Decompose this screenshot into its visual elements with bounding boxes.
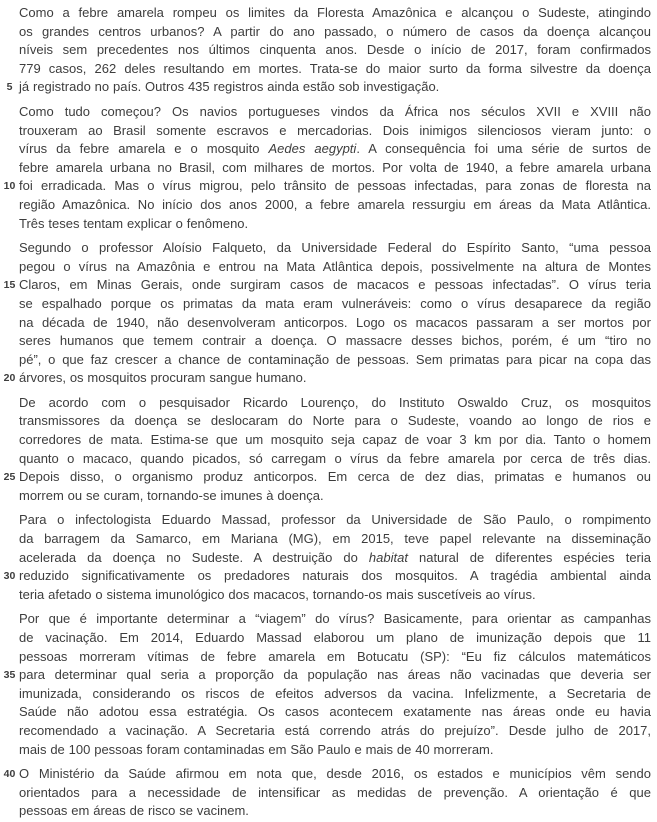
text-line <box>19 610 651 629</box>
text-line <box>19 722 651 741</box>
line-text: Claros, em Minas Gerais, onde surgiram casos de macacos e pessoas infectadas”. O vírus teria <box>19 277 651 293</box>
text-line <box>19 215 651 234</box>
line-text: orientados para a necessidade de intensificar as medidas de prevenção. A orientação é que <box>19 784 651 800</box>
text-line <box>19 351 651 370</box>
text-line <box>3 468 651 487</box>
text-line <box>19 103 651 122</box>
text-line <box>19 487 651 506</box>
text-line <box>19 159 651 178</box>
line-number: 15 <box>3 279 16 292</box>
paragraph <box>3 610 651 759</box>
line-number: 25 <box>3 471 16 484</box>
line-text: recomendado a vacinação. A Secretaria está correndo atrás do prejuízo”. Desde julho de 2017, <box>19 722 651 738</box>
line-text: Saúde não adotou essa estratégia. Os casos acontecem exatamente nas áreas onde eu havia <box>19 704 651 720</box>
line-text: teria afetado o sistema imunológico dos macacos, tornando-os mais suscetíveis ao vírus. <box>19 586 536 602</box>
text-line <box>19 394 651 413</box>
text-line <box>19 140 651 159</box>
line-text: imunizada, considerando os riscos de efeitos adversos da vacina. Infelizmente, a Secretaria de <box>19 685 651 701</box>
text-line <box>19 332 651 351</box>
text-line <box>19 648 651 667</box>
text-line <box>3 567 651 586</box>
text-line <box>3 666 651 685</box>
line-text: Três teses tentam explicar o fenômeno. <box>19 215 249 231</box>
line-text: Para o infectologista Eduardo Massad, professor da Universidade de São Paulo, o rompimento <box>19 512 651 528</box>
line-text: os grandes centros urbanos? A partir do ano passado, o número de casos da doença alcançou <box>19 23 651 39</box>
line-text: já registrado no país. Outros 435 registros ainda estão sob investigação. <box>19 79 440 95</box>
text-line <box>19 4 651 23</box>
line-text: acelerada da doença no Sudeste. A destruição do habitat natural de diferentes espécies teria <box>19 549 651 565</box>
text-line <box>19 60 651 79</box>
line-text: seres humanos que temem contrair a doença. O massacre desses bichos, porém, é um “tiro no <box>19 333 651 349</box>
line-text: se espalhado porque os primatas da mata eram vulneráveis: como o vírus desaparece da região <box>19 295 651 311</box>
line-number: 35 <box>3 669 16 682</box>
text-line <box>19 530 651 549</box>
line-text: para determinar qual seria a proporção da população nas áreas não vacinadas que deveria ser <box>19 667 651 683</box>
line-text: Como a febre amarela rompeu os limites da Floresta Amazônica e alcançou o Sudeste, atingindo <box>19 5 651 20</box>
text-line <box>19 258 651 277</box>
text-line <box>19 314 651 333</box>
line-number: 5 <box>6 81 13 94</box>
text-line <box>19 239 651 258</box>
line-text: Como tudo começou? Os navios portugueses vindos da África nos séculos XVII e XVIII não <box>19 103 651 119</box>
line-text: pegou o vírus na Amazônia e entrou na Mata Atlântica depois, possivelmente na altura de Montes <box>19 258 651 274</box>
text-line <box>19 23 651 42</box>
text-line <box>19 295 651 314</box>
line-text: região Amazônica. No início dos anos 2000, a febre amarela ressurgiu em áreas da Mata Atlântica. <box>19 196 651 212</box>
line-text: foi erradicada. Mas o vírus migrou, pelo trânsito de pessoas infectadas, para zonas de floresta na <box>19 178 651 194</box>
text-line <box>3 177 651 196</box>
text-line <box>19 586 651 605</box>
text-line <box>3 765 651 784</box>
text-line <box>19 549 651 568</box>
line-text: Depois disso, o organismo produz anticorpos. Em cerca de dez dias, primatas e humanos ou <box>19 469 651 485</box>
text-line <box>19 431 651 450</box>
text-line <box>19 741 651 760</box>
line-text: níveis sem precedentes nos últimos cinquenta anos. Desde o início de 2017, foram confirmados <box>19 42 651 58</box>
paragraph <box>3 394 651 506</box>
line-text: corredores de mata. Estima-se que um mosquito seja capaz de voar 3 km por dia. Tanto o homem <box>19 432 651 448</box>
line-text: febre amarela urbana no Brasil, com milhares de mortos. Por volta de 1940, a febre amarela urbana <box>19 159 651 175</box>
paragraph <box>3 511 651 604</box>
line-text: árvores, os mosquitos procuram sangue humano. <box>19 370 307 386</box>
line-text: pessoas morreram vítimas de febre amarela em Botucatu (SP): “Eu fiz cálculos matemáticos <box>19 648 651 664</box>
paragraph <box>3 103 651 233</box>
text-line <box>6 78 651 97</box>
text-line <box>19 629 651 648</box>
line-text: de vacinação. Em 2014, Eduardo Massad elaborou um plano de imunização depois que 11 <box>19 630 651 645</box>
line-text: da barragem da Samarco, em Mariana (MG), em 2015, teve papel relevante na disseminação <box>19 531 651 547</box>
line-text: transmissores da doença se deslocaram do Norte para o Sudeste, voando ao longo de rios e <box>19 413 651 429</box>
line-text: quanto o macaco, quando picados, só carregam o vírus da febre amarela por cerca de três dias. <box>19 450 651 466</box>
text-line <box>19 511 651 530</box>
line-text: vírus da febre amarela e o mosquito Aedes aegypti. A consequência foi uma série de surtos de <box>19 141 651 157</box>
text-line <box>19 450 651 469</box>
line-text: pessoas em áreas de risco se vacinem. <box>19 803 249 819</box>
text-line <box>3 276 651 295</box>
line-text: morrem ou se curam, tornando-se imunes à doença. <box>19 487 324 503</box>
line-text: reduzido significativamente os predadores naturais dos mosquitos. A tragédia ambiental ainda <box>19 568 651 584</box>
paragraph <box>6 4 651 97</box>
line-text: 779 casos, 262 deles resultando em mortes. Trata-se do maior surto da forma silvestre da doença <box>19 60 651 76</box>
text-line <box>3 369 651 388</box>
line-text: O Ministério da Saúde afirmou em nota que, desde 2016, os estados e municípios vêm sendo <box>19 766 651 782</box>
line-text: na década de 1940, não desenvolveram anticorpos. Logo os macacos passaram a ser mortos por <box>19 314 651 330</box>
line-text: Segundo o professor Aloísio Falqueto, da Universidade Federal do Espírito Santo, “uma pessoa <box>19 240 651 256</box>
paragraph <box>3 239 651 388</box>
text-line <box>19 802 651 821</box>
line-text: trouxeram ao Brasil somente escravos e mercadorias. Dois inimigos silenciosos vieram junto: o <box>19 122 651 138</box>
line-number: 30 <box>3 570 16 583</box>
text-line <box>19 122 651 141</box>
paragraph <box>3 765 651 821</box>
text-line <box>19 196 651 215</box>
text-line <box>19 41 651 60</box>
line-number: 40 <box>3 768 16 781</box>
text-line <box>19 784 651 803</box>
line-text: pé”, o que faz crescer a chance de contaminação de pessoas. Sem primatas para picar na copa das <box>19 351 651 367</box>
line-text: Por que é importante determinar a “viagem” do vírus? Basicamente, para orientar as campanhas <box>19 611 651 627</box>
line-text: De acordo com o pesquisador Ricardo Lourenço, do Instituto Oswaldo Cruz, os mosquitos <box>19 394 651 410</box>
line-number: 20 <box>3 372 16 385</box>
text-line <box>19 412 651 431</box>
text-line <box>19 703 651 722</box>
text-line <box>19 685 651 704</box>
line-number: 10 <box>3 180 16 193</box>
line-text: mais de 100 pessoas foram contaminadas em São Paulo e mais de 40 morreram. <box>19 741 494 757</box>
